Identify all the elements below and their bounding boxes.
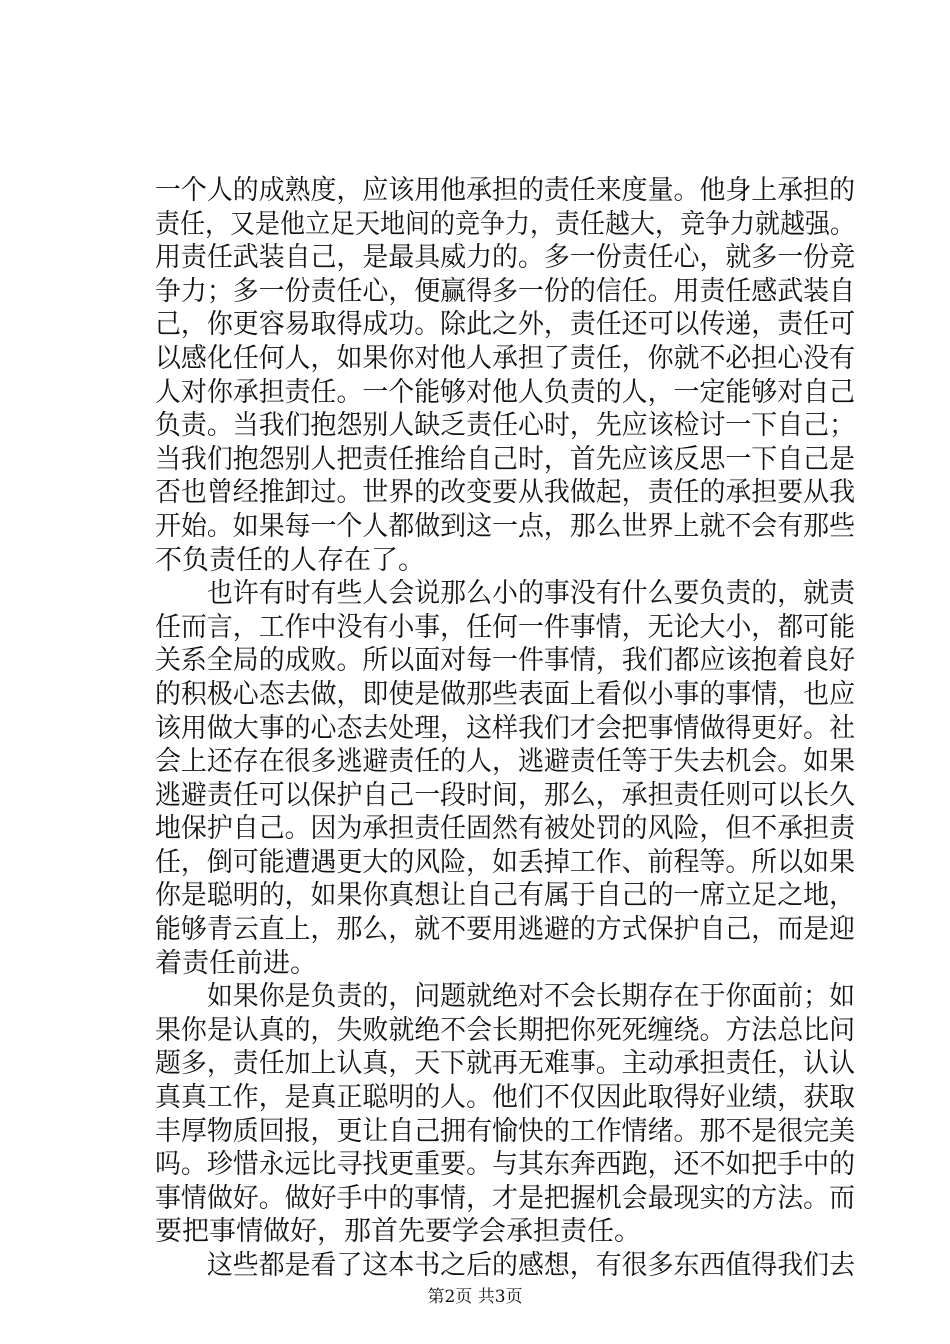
text-line: 逃避责任可以保护自己一段时间，那么，承担责任则可以长久 xyxy=(155,779,855,811)
text-line: 真真工作，是真正聪明的人。他们不仅因此取得好业绩，获取 xyxy=(155,1082,855,1114)
text-line: 开始。如果每一个人都做到这一点，那么世界上就不会有那些 xyxy=(155,510,855,542)
body-text xyxy=(155,174,855,1283)
text-line: 当我们抱怨别人把责任推给自己时，首先应该反思一下自己是 xyxy=(155,443,855,475)
text-line: 否也曾经推卸过。世界的改变要从我做起，责任的承担要从我 xyxy=(155,477,855,509)
text-line: 争力；多一份责任心，便赢得多一份的信任。用责任感武装自 xyxy=(155,275,855,307)
text-line: 己，你更容易取得成功。除此之外，责任还可以传递，责任可 xyxy=(155,309,855,341)
text-line: 会上还存在很多逃避责任的人，逃避责任等于失去机会。如果 xyxy=(155,746,855,778)
text-line: 事情做好。做好手中的事情，才是把握机会最现实的方法。而 xyxy=(155,1182,855,1214)
text-line: 题多，责任加上认真，天下就再无难事。主动承担责任，认认 xyxy=(155,1048,855,1080)
text-line: 要把事情做好，那首先要学会承担责任。 xyxy=(155,1216,641,1248)
text-line: 以感化任何人，如果你对他人承担了责任，你就不必担心没有 xyxy=(155,342,855,374)
text-line: 用责任武装自己，是最具威力的。多一份责任心，就多一份竞 xyxy=(155,242,855,274)
page-footer: 第2页 共3页 xyxy=(427,1287,523,1307)
text-line: 地保护自己。因为承担责任固然有被处罚的风险，但不承担责 xyxy=(155,813,855,845)
text-line: 你是聪明的，如果你真想让自己有属于自己的一席立足之地， xyxy=(155,880,855,912)
text-line: 责任，又是他立足天地间的竞争力，责任越大，竞争力就越强。 xyxy=(155,208,855,240)
text-line: 的积极心态去做，即使是做那些表面上看似小事的事情，也应 xyxy=(155,678,855,710)
text-line: 如果你是负责的，问题就绝对不会长期存在于你面前；如 xyxy=(155,981,855,1013)
text-line: 一个人的成熟度，应该用他承担的责任来度量。他身上承担的 xyxy=(155,175,855,206)
text-line: 丰厚物质回报，更让自己拥有愉快的工作情绪。那不是很完美 xyxy=(155,1115,855,1147)
text-line: 任，倒可能遭遇更大的风险，如丢掉工作、前程等。所以如果 xyxy=(155,846,855,878)
text-line: 该用做大事的心态去处理，这样我们才会把事情做得更好。社 xyxy=(155,712,855,744)
text-line: 不负责任的人存在了。 xyxy=(155,544,425,576)
text-line: 着责任前进。 xyxy=(155,947,317,979)
text-line: 关系全局的成败。所以面对每一件事情，我们都应该抱着良好 xyxy=(155,645,855,677)
text-line: 能够青云直上，那么，就不要用逃避的方式保护自己，而是迎 xyxy=(155,914,855,946)
text-line: 人对你承担责任。一个能够对他人负责的人，一定能够对自己 xyxy=(155,376,855,408)
text-line: 果你是认真的，失败就绝不会长期把你死死缠绕。方法总比问 xyxy=(155,1014,855,1046)
text-line: 这些都是看了这本书之后的感想，有很多东西值得我们去 xyxy=(155,1250,855,1281)
text-line: 任而言，工作中没有小事，任何一件事情，无论大小，都可能 xyxy=(155,611,855,643)
text-line: 吗。珍惜永远比寻找更重要。与其东奔西跑，还不如把手中的 xyxy=(155,1149,855,1181)
text-line: 负责。当我们抱怨别人缺乏责任心时，先应该检讨一下自己； xyxy=(155,410,855,442)
text-line: 也许有时有些人会说那么小的事没有什么要负责的，就责 xyxy=(155,578,855,610)
